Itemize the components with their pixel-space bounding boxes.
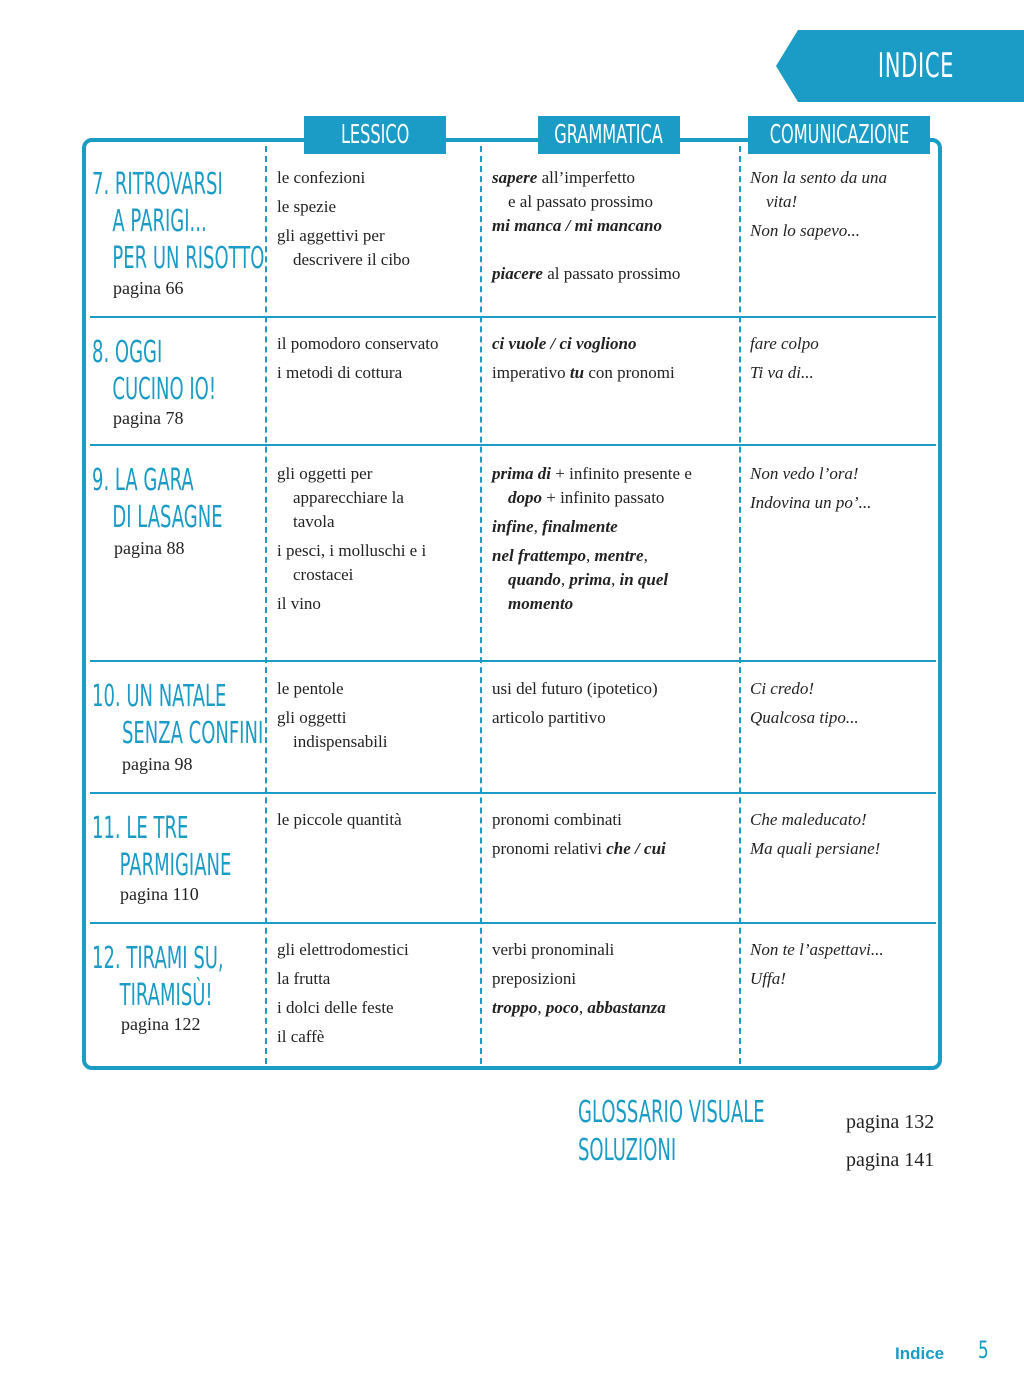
unit-title: 12. TIRAMI SU, TIRAMISÙ! <box>92 941 224 1013</box>
solutions-page: pagina 141 <box>846 1149 935 1171</box>
unit-title: 7. RITROVARSI A PARIGI... PER UN RISOTTO <box>92 167 265 276</box>
unit-page: pagina 110 <box>120 884 199 904</box>
comunicazione-cell: Che maleducato! Ma quali persiane! <box>750 810 881 858</box>
grammatica-cell: sapere all’imperfetto e al passato prossimo mi manca / mi mancano piacere al passato prossimo <box>492 168 681 283</box>
lessico-cell: le piccole quantità <box>277 810 402 829</box>
column-header-grammatica: GRAMMATICA <box>538 116 680 154</box>
column-divider <box>480 146 482 1064</box>
lessico-cell: le pentole gli oggetti indispensabili <box>277 679 388 751</box>
row-divider <box>90 316 936 318</box>
lessico-cell: gli elettrodomestici la frutta i dolci delle feste il caffè <box>277 940 409 1046</box>
unit-page: pagina 78 <box>113 408 184 428</box>
unit-page: pagina 66 <box>113 278 184 298</box>
lessico-cell: gli oggetti per apparecchiare la tavola i pesci, i molluschi e i crostacei il vino <box>277 464 427 613</box>
banner-title: INDICE <box>877 46 955 86</box>
grammatica-cell: prima di + infinito presente e dopo + infinito passato infine, finalmente nel frattempo, mentre, quando, prima, in quel momento <box>492 464 692 613</box>
appendix-pages <box>846 1103 934 1179</box>
column-header-comunicazione: COMUNICAZIONE <box>748 116 930 154</box>
grammatica-cell: ci vuole / ci vogliono imperativo tu con pronomi <box>492 334 675 382</box>
column-divider <box>265 146 267 1064</box>
row-divider <box>90 660 936 662</box>
comunicazione-cell: Non te l’aspettavi... Uffa! <box>750 940 884 988</box>
unit-title: 8. OGGI CUCINO IO! <box>92 335 217 407</box>
grammatica-cell: pronomi combinati pronomi relativi che / cui <box>492 810 666 858</box>
lessico-cell: il pomodoro conservato i metodi di cottura <box>277 334 439 382</box>
unit-title: 9. LA GARA DI LASAGNE <box>92 463 223 535</box>
grammatica-cell: usi del futuro (ipotetico) articolo partitivo <box>492 679 658 727</box>
appendix-titles <box>578 1094 765 1170</box>
unit-page: pagina 122 <box>121 1014 201 1034</box>
grammatica-cell: verbi pronominali preposizioni troppo, poco, abbastanza <box>492 940 666 1017</box>
lessico-cell: le confezioni le spezie gli aggettivi per descrivere il cibo <box>277 168 411 269</box>
comunicazione-cell: Non vedo l’ora! Indovina un po’... <box>750 464 872 512</box>
glossary-page: pagina 132 <box>846 1111 935 1133</box>
solutions-link[interactable]: SOLUZIONI <box>578 1133 677 1168</box>
unit-title: 10. UN NATALE SENZA CONFINI <box>92 679 264 751</box>
column-divider <box>739 146 741 1064</box>
index-banner <box>776 30 1024 102</box>
glossary-link[interactable]: GLOSSARIO VISUALE <box>578 1095 765 1130</box>
row-divider <box>90 444 936 446</box>
row-divider <box>90 922 936 924</box>
unit-title: 11. LE TRE PARMIGIANE <box>92 811 232 883</box>
unit-page: pagina 98 <box>122 754 193 774</box>
comunicazione-cell: fare colpo Ti va di... <box>750 334 819 382</box>
row-divider <box>90 792 936 794</box>
page-number: 5 <box>978 1336 989 1364</box>
comunicazione-cell: Ci credo! Qualcosa tipo... <box>750 679 859 727</box>
comunicazione-cell: Non la sento da una vita! Non lo sapevo... <box>750 168 887 240</box>
footer-section-label: Indice <box>895 1344 945 1363</box>
unit-page: pagina 88 <box>114 538 185 558</box>
column-header-lessico: LESSICO <box>304 116 446 154</box>
